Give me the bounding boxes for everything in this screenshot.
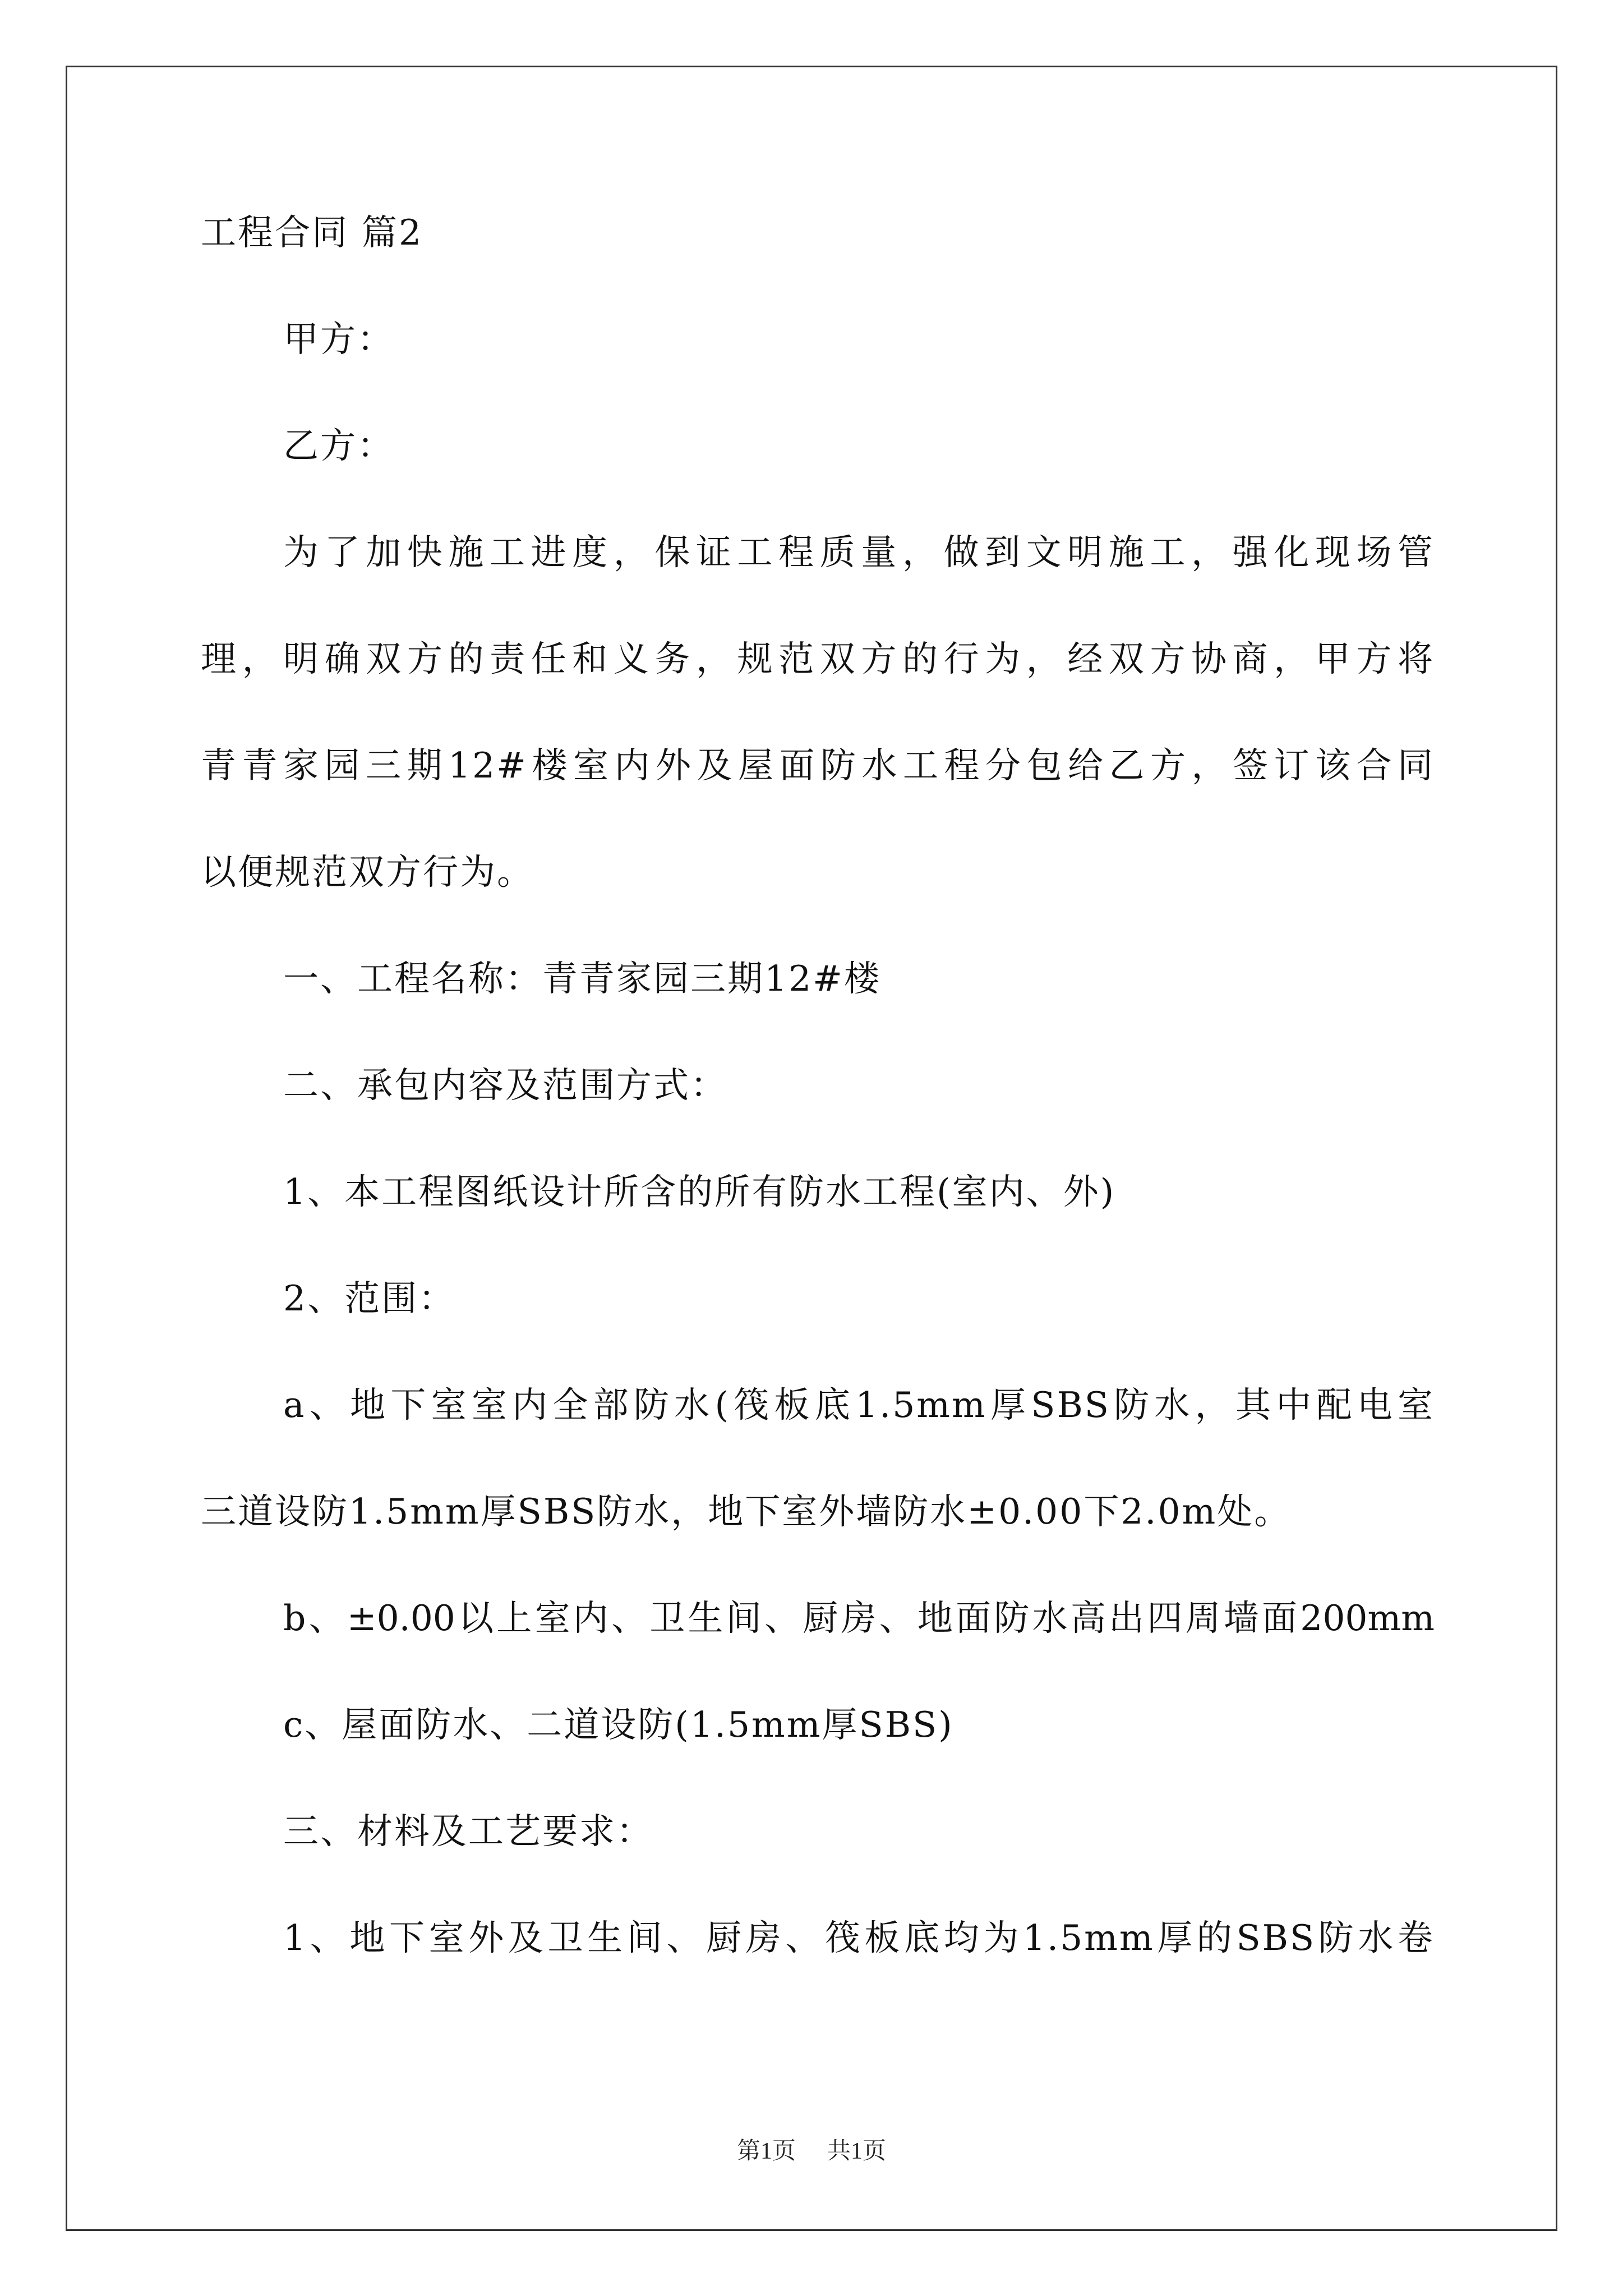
item-scope-label: 2、范围：: [283, 1278, 456, 1319]
item-a-line-1: a、地下室室内全部防水(筏板底1.5mm厚SBS防水，其中配电室: [283, 1384, 1435, 1425]
section-project-name: 一、工程名称：青青家园三期12#楼: [283, 958, 881, 999]
party-a-label: 甲方：: [283, 319, 394, 360]
item-b: b、±0.00以上室内、卫生间、厨房、地面防水高出四周墙面200mm: [283, 1598, 1435, 1639]
page-total: 共1页: [827, 2138, 887, 2164]
intro-paragraph-line-4: 以便规范双方行为。: [201, 852, 534, 892]
item-materials-1: 1、地下室外及卫生间、厨房、筏板底均为1.5mm厚的SBS防水卷: [283, 1917, 1435, 1958]
page-footer: [0, 2134, 1623, 2168]
page-number: 第1页: [736, 2138, 796, 2164]
intro-paragraph-line-1: 为了加快施工进度，保证工程质量，做到文明施工，强化现场管: [283, 532, 1435, 573]
section-contract-scope: 二、承包内容及范围方式：: [283, 1065, 727, 1106]
item-all-waterproofing: 1、本工程图纸设计所含的所有防水工程(室内、外): [283, 1171, 1116, 1212]
intro-paragraph-line-3: 青青家园三期12#楼室内外及屋面防水工程分包给乙方，签订该合同: [201, 745, 1435, 786]
item-c: c、屋面防水、二道设防(1.5mm厚SBS): [283, 1704, 954, 1745]
document-heading: 工程合同 篇2: [201, 212, 423, 253]
page-border: [66, 66, 1557, 2231]
intro-paragraph-line-2: 理，明确双方的责任和义务，规范双方的行为，经双方协商，甲方将: [201, 638, 1435, 679]
section-materials: 三、材料及工艺要求：: [283, 1811, 653, 1852]
item-a-line-2: 三道设防1.5mm厚SBS防水，地下室外墙防水±0.00下2.0m处。: [201, 1491, 1292, 1532]
party-b-label: 乙方：: [283, 425, 394, 466]
